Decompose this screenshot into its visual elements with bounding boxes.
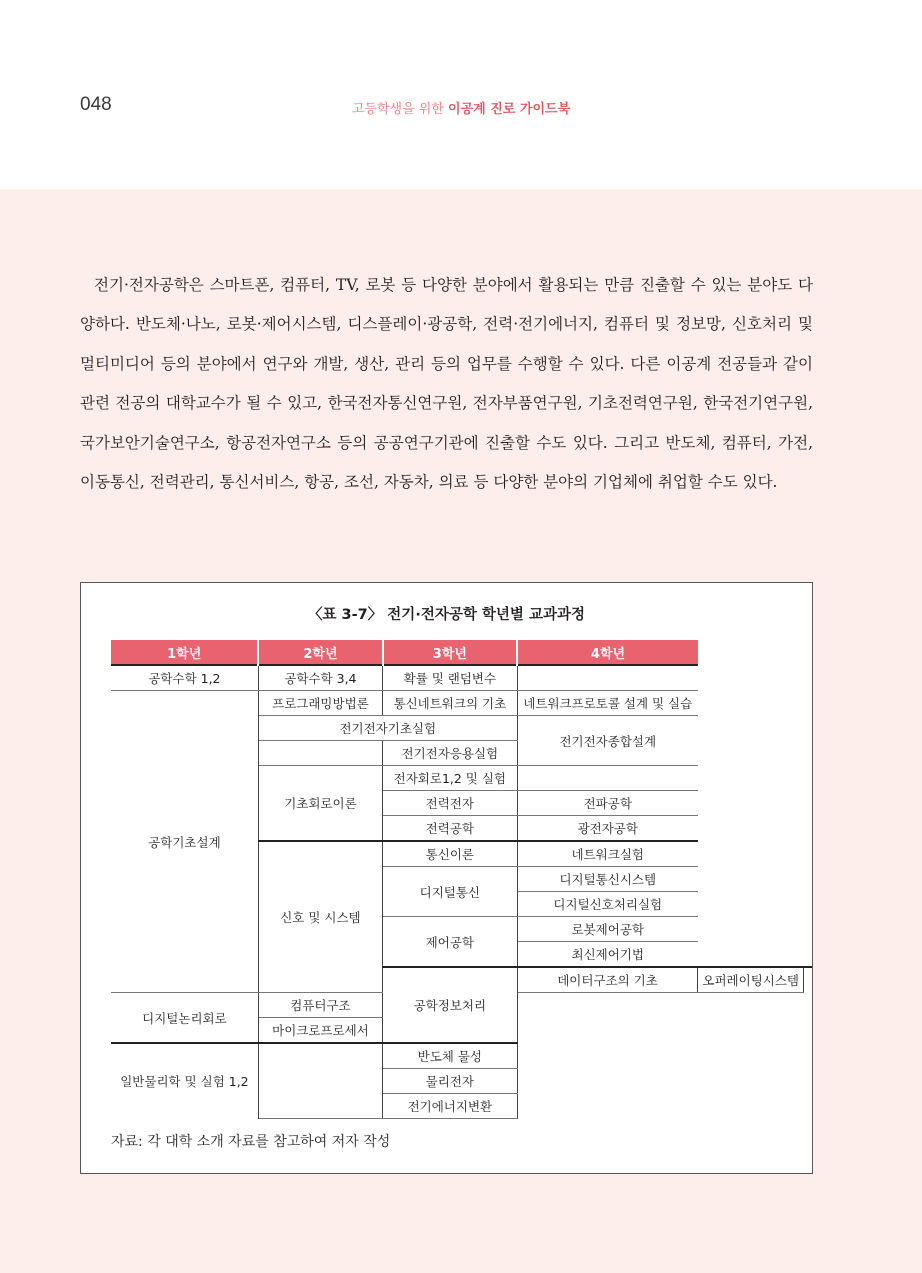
- cell-empty: [517, 766, 698, 791]
- cell-y4-robot-control: 로봇제어공학: [517, 917, 698, 942]
- cell-y3-network-basics: 통신네트워크의 기초: [383, 691, 518, 716]
- cell-y3-control: 제어공학: [383, 917, 518, 968]
- cell-y4-design-integrated: 전기전자종합설계: [517, 716, 698, 766]
- cell-y4-modern-control: 최신제어기법: [517, 942, 698, 968]
- table-row: [111, 665, 812, 691]
- cell-y1-info: 공학정보처리: [383, 967, 518, 1043]
- cell-y3-microprocessor: 마이크로프로세서: [258, 1018, 382, 1044]
- cell-y4-network-lab: 네트워크실험: [517, 841, 698, 867]
- cell-empty: [517, 665, 698, 691]
- cell-y2-circuits: 기초회로이론: [258, 766, 382, 842]
- page-number: 048: [80, 94, 112, 115]
- header-year-2: 2학년: [258, 640, 382, 665]
- cell-y3-probability: 확률 및 랜덤변수: [383, 665, 518, 691]
- cell-y3-os: 오퍼레이팅시스템: [698, 967, 804, 993]
- cell-y3-energy-conversion: 전기에너지변환: [383, 1094, 518, 1119]
- cell-y1-physics: 일반물리학 및 실험 1,2: [111, 1043, 258, 1119]
- running-title: [0, 98, 922, 117]
- cell-y1-math: 공학수학 1,2: [111, 665, 258, 691]
- curriculum-table: [111, 640, 812, 1119]
- cell-y3-comp-arch: 컴퓨터구조: [258, 993, 382, 1018]
- cell-y3-power-engineering: 전력공학: [383, 816, 518, 842]
- header-year-1: 1학년: [111, 640, 258, 665]
- cell-y4-digital-comm-sys: 디지털통신시스템: [517, 867, 698, 892]
- cell-y3-semiconductor: 반도체 물성: [383, 1043, 518, 1069]
- running-title-prefix: 고등학생을 위한: [351, 102, 449, 117]
- cell-empty: [258, 1043, 382, 1119]
- cell-empty: [804, 967, 813, 1119]
- cell-y4-waves: 전파공학: [517, 791, 698, 816]
- cell-y2-data-structures: 데이터구조의 기초: [517, 967, 698, 993]
- header-year-3: 3학년: [383, 640, 518, 665]
- cell-y3-physical-electronics: 물리전자: [383, 1069, 518, 1094]
- cell-y4-dsp-lab: 디지털신호처리실험: [517, 892, 698, 917]
- cell-y4-optoelectronics: 광전자공학: [517, 816, 698, 842]
- cell-empty: [258, 741, 382, 766]
- curriculum-table-box: [80, 582, 813, 1174]
- body-paragraph: 전기·전자공학은 스마트폰, 컴퓨터, TV, 로봇 등 다양한 분야에서 활용되는 만큼 진출할 수 있는 분야도 다양하다. 반도체·나노, 로봇·제어시스템, 디스플레이·광공학, 전력·전기에너지, 컴퓨터 및 정보망, 신호처리 및 멀티미디어 등의 분야에서 연구와 개발, 생산, 관리 등의 업무를 수행할 수 있다. 다른 이공계 전공들과 같이 관련 전공의 대학교수가 될 수 있고, 한국전자통신연구원, 전자부품연구원, 기초전력연구원, 한국전기연구원, 국가보안기술연구소, 항공전자연구소 등의 공공연구기관에 진출할 수도 있다. 그리고 반도체, 컴퓨터, 가전, 이동통신, 전력관리, 통신서비스, 항공, 조선, 자동차, 의료 등 다양한 분야의 기업체에 취업할 수도 있다.: [80, 276, 813, 492]
- header-year-4: 4학년: [517, 640, 698, 665]
- cell-y3-lab-applied: 전기전자응용실험: [383, 741, 518, 766]
- cell-y3-digital-comm: 디지털통신: [383, 867, 518, 917]
- cell-y1-design: 공학기초설계: [111, 691, 258, 993]
- page-header: [0, 0, 922, 189]
- cell-y2-lab-basic: 전기전자기초실험: [258, 716, 517, 741]
- cell-y4-protocol: 네트워크프로토콜 설계 및 실습: [517, 691, 698, 716]
- table-header-row: [111, 640, 812, 665]
- source-note: 자료: 각 대학 소개 자료를 참고하여 저자 작성: [111, 1134, 391, 1150]
- table-row: [111, 1043, 812, 1069]
- cell-y3-power-electronics: 전력전자: [383, 791, 518, 816]
- table-row: [111, 691, 812, 716]
- running-title-emphasis: 이공계 진로 가이드북: [448, 102, 571, 117]
- cell-y2-signals: 신호 및 시스템: [258, 841, 382, 993]
- cell-y2-digital-logic: 디지털논리회로: [111, 993, 258, 1044]
- cell-y2-programming: 프로그래밍방법론: [258, 691, 382, 716]
- cell-y2-math: 공학수학 3,4: [258, 665, 382, 691]
- table-caption: 〈표 3-7〉 전기·전자공학 학년별 교과과정: [308, 607, 585, 623]
- cell-y3-comm-theory: 통신이론: [383, 841, 518, 867]
- cell-y3-circuits-lab: 전자회로1,2 및 실험: [383, 766, 518, 791]
